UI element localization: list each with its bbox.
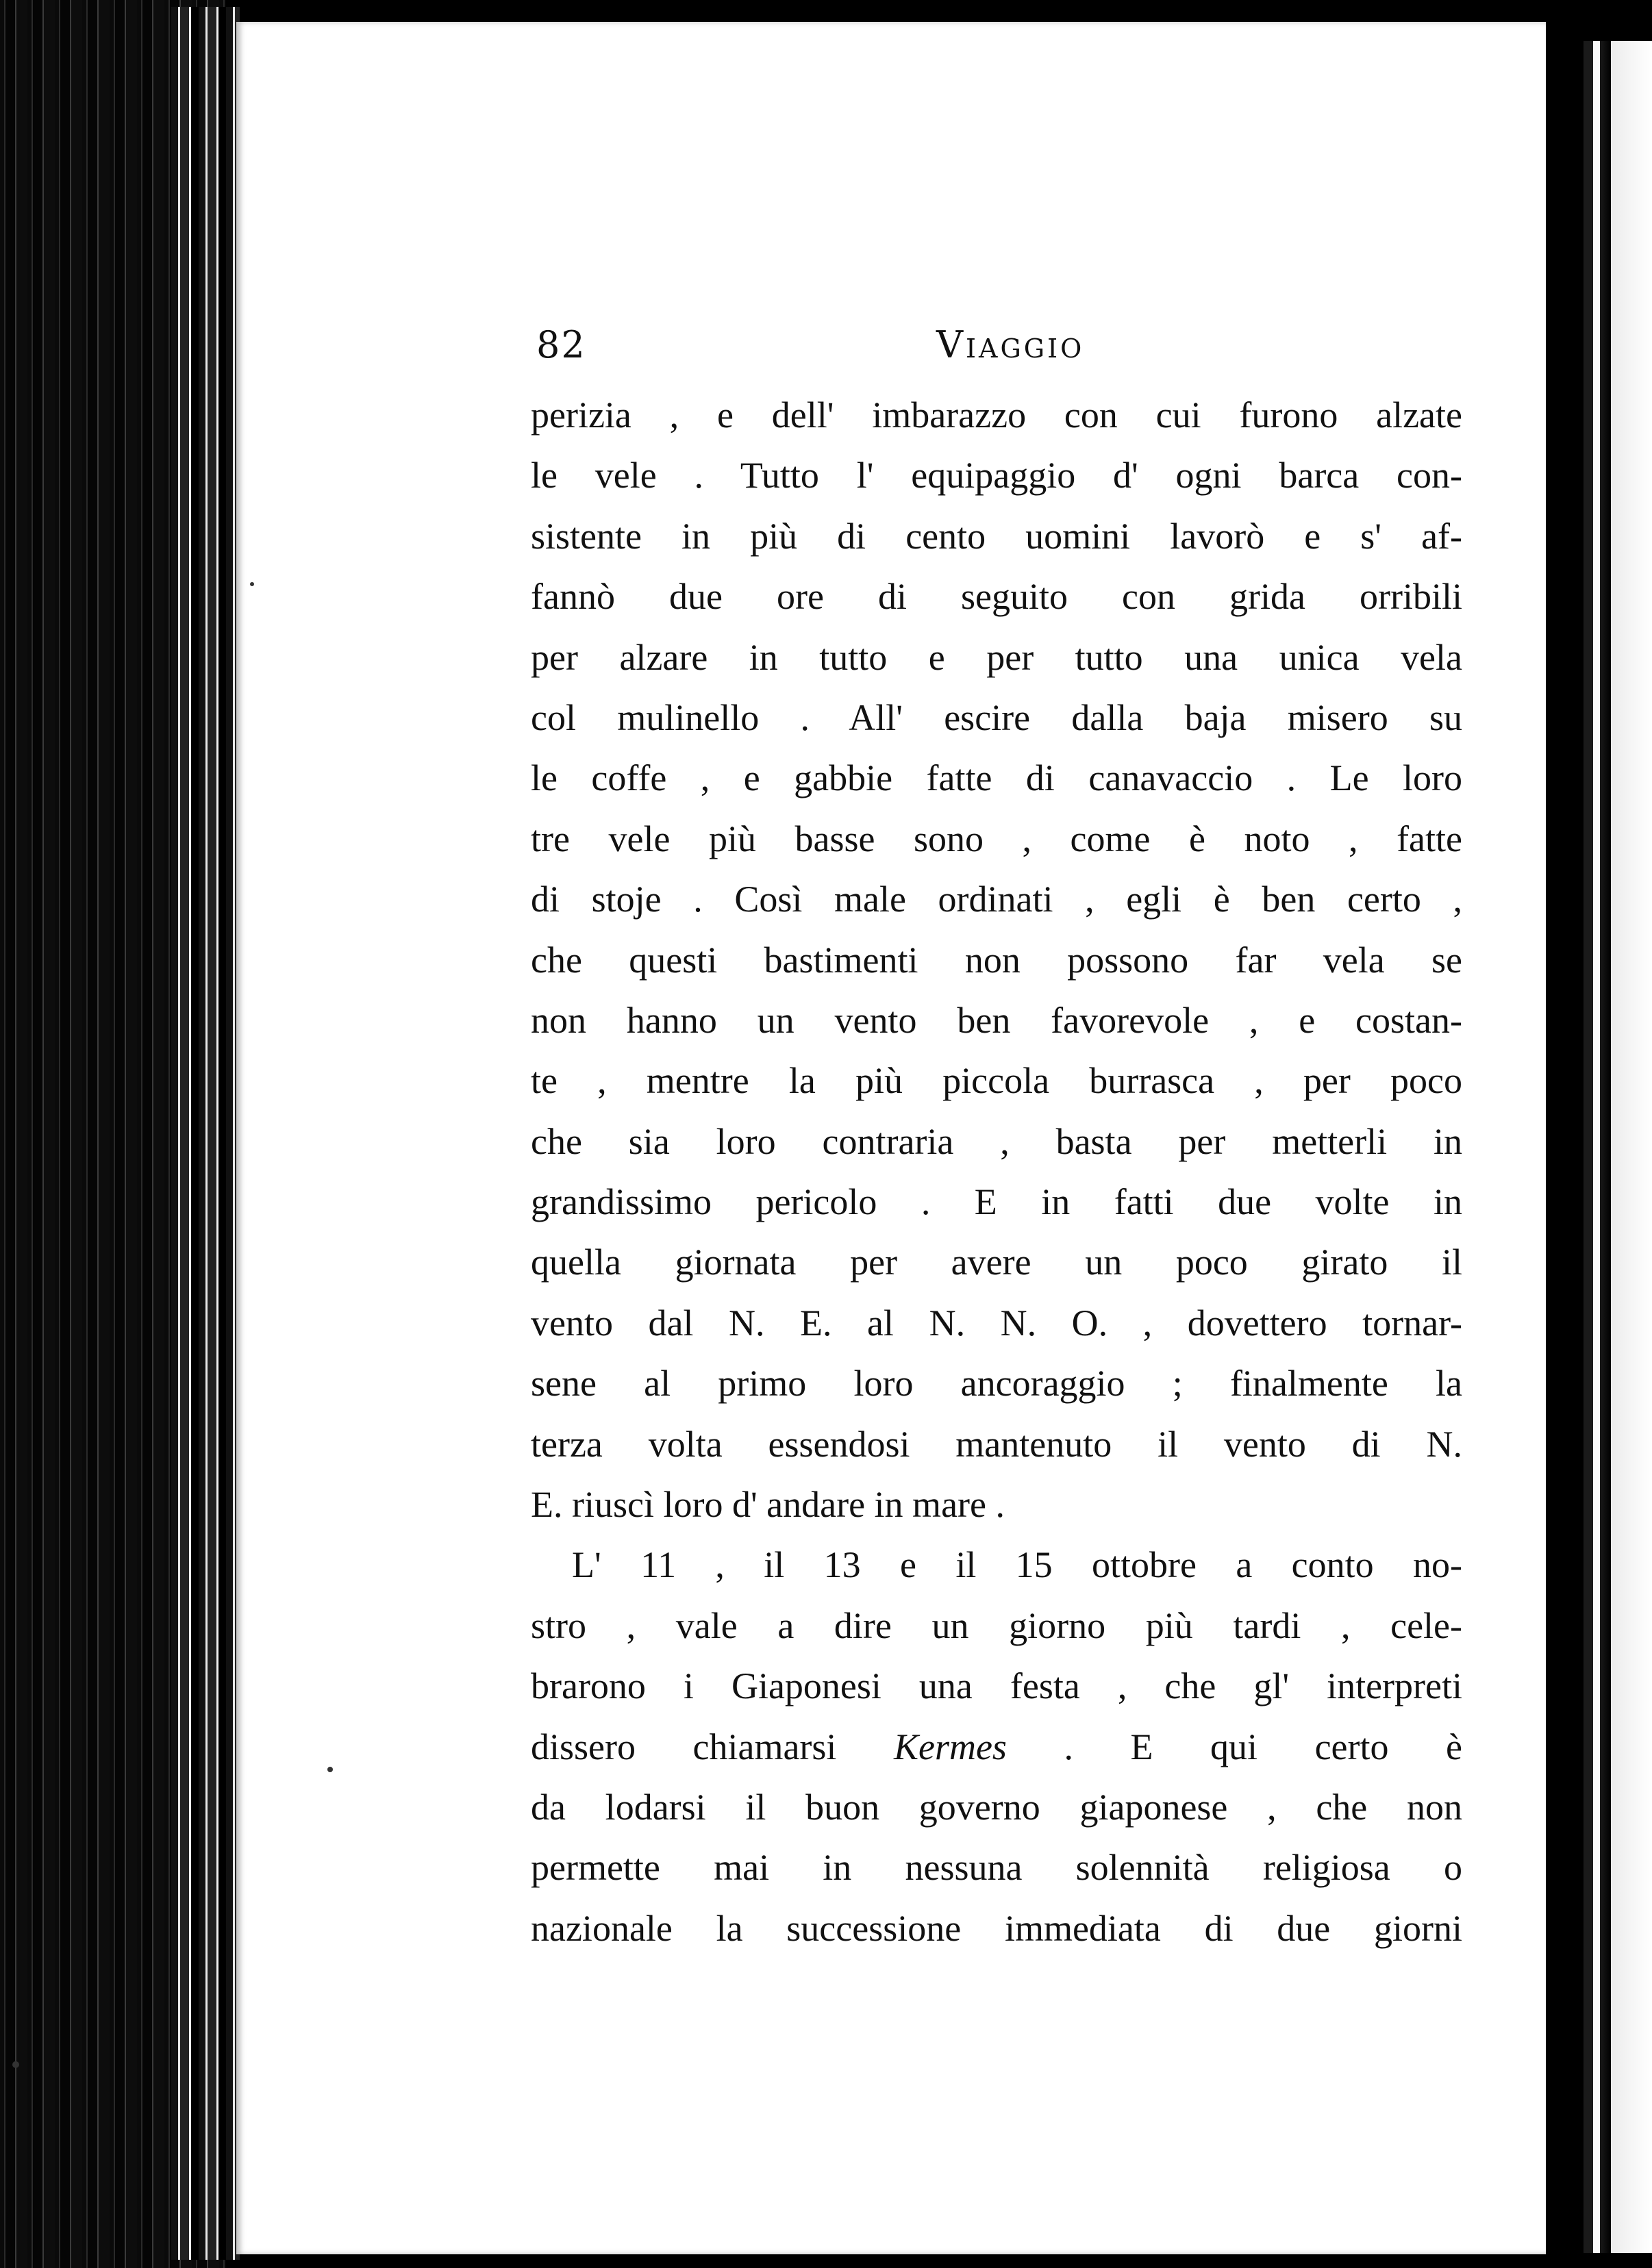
running-title: Viaggio — [936, 323, 1085, 366]
text-fragment: dissero chiamarsi — [531, 1726, 837, 1767]
stacked-page-edges — [171, 7, 240, 2260]
text-line-paragraph-start: L' 11 , il 13 e il 15 ottobre a conto no- — [572, 1544, 1462, 1586]
page-number: 82 — [536, 323, 586, 366]
text-line: grandissimo pericolo . E in fatti due volte in — [531, 1181, 1462, 1223]
text-line: da lodarsi il buon governo giaponese , che non — [531, 1786, 1462, 1828]
text-line: sistente in più di cento uomini lavorò e s' af- — [531, 515, 1462, 557]
text-line: terza volta essendosi mantenuto il vento di N. — [531, 1423, 1462, 1465]
text-line: di stoje . Così male ordinati , egli è ben certo , — [531, 879, 1462, 920]
text-line: fannò due ore di seguito con grida orribili — [531, 576, 1462, 618]
text-line: vento dal N. E. al N. N. O. , dovettero tornar- — [531, 1302, 1462, 1344]
text-line: le coffe , e gabbie fatte di canavaccio . Le loro — [531, 757, 1462, 799]
text-line: sene al primo loro ancoraggio ; finalmente la — [531, 1363, 1462, 1404]
text-line: stro , vale a dire un giorno più tardi , cele- — [531, 1604, 1462, 1646]
text-line: E. riuscì loro d' andare in mare . — [531, 1484, 1005, 1526]
text-line: brarono i Giaponesi una festa , che gl' interpreti — [531, 1665, 1462, 1707]
text-line: nazionale la successione immediata di due giorni — [531, 1907, 1462, 1949]
text-line: tre vele più basse sono , come è noto , fatte — [531, 818, 1462, 859]
text-line: quella giornata per avere un poco girato il — [531, 1242, 1462, 1283]
text-line: che questi bastimenti non possono far vela se — [531, 939, 1462, 981]
running-head — [236, 310, 1546, 385]
text-line: te , mentre la più piccola burrasca , per poco — [531, 1060, 1462, 1102]
scan-speck — [12, 2061, 19, 2068]
next-page-edge — [1584, 41, 1652, 2253]
text-line: che sia loro contraria , basta per metterli in — [531, 1120, 1462, 1162]
text-line: col mulinello . All' escire dalla baja misero su — [531, 696, 1462, 738]
text-line: permette mai in nessuna solennità religiosa o — [531, 1847, 1462, 1889]
scan-speck — [250, 582, 254, 586]
text-line-with-italic — [531, 1717, 1462, 1777]
text-line: perizia , e dell' imbarazzo con cui furono alzate — [531, 394, 1462, 436]
book-page — [236, 22, 1546, 2254]
text-line: non hanno un vento ben favorevole , e costan- — [531, 999, 1462, 1041]
text-line: per alzare in tutto e per tutto una unica vela — [531, 636, 1462, 678]
scan-speck — [327, 1767, 333, 1772]
body-text — [531, 385, 1462, 1958]
text-fragment: . E qui certo è — [1064, 1726, 1462, 1767]
text-line: le vele . Tutto l' equipaggio d' ogni barca con- — [531, 455, 1462, 496]
italic-term: Kermes — [893, 1726, 1007, 1767]
